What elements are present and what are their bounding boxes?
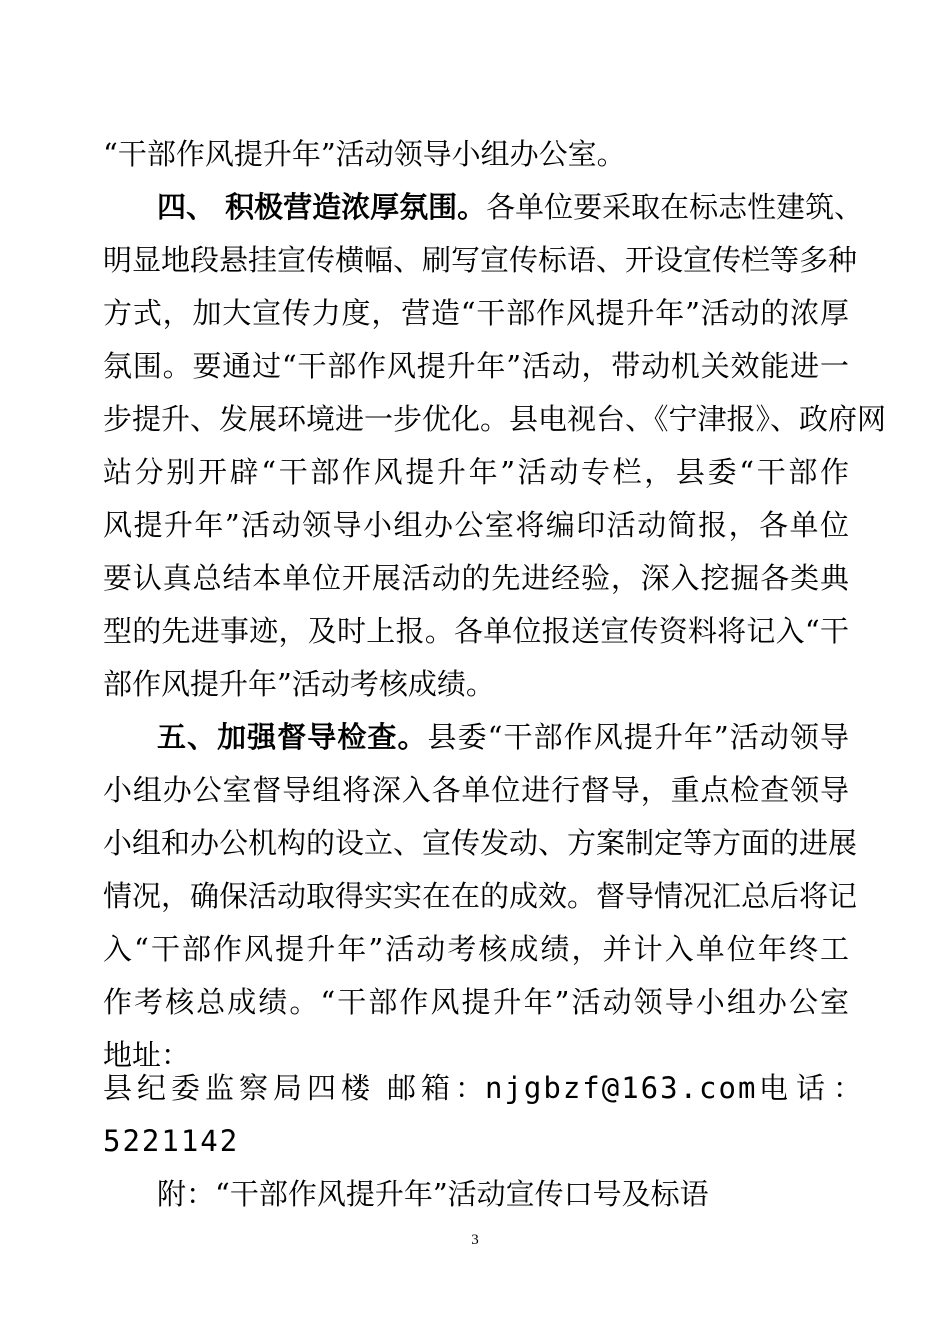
text-line: “干部作风提升年”活动领导小组办公室。 bbox=[103, 137, 626, 171]
text-line: 入“干部作风提升年”活动考核成绩，并计入单位年终工 bbox=[103, 932, 849, 966]
section-4-paragraph-start bbox=[157, 181, 864, 233]
text-line: 步提升、发展环境进一步优化。县电视台、《宁津报》、政府网 bbox=[103, 402, 887, 436]
email-value: njgbzf@163.com bbox=[485, 1071, 758, 1105]
text-line: 小组办公室督导组将深入各单位进行督导，重点检查领导 bbox=[103, 773, 849, 807]
text-line: 站分别开辟“干部作风提升年”活动专栏，县委“干部作 bbox=[103, 455, 849, 489]
page-number: 3 bbox=[471, 1232, 479, 1248]
address-label: 地址： bbox=[103, 1038, 191, 1072]
text-line: 要认真总结本单位开展活动的先进经验，深入挖掘各类典 bbox=[103, 561, 849, 595]
section-5-paragraph-start bbox=[157, 711, 849, 763]
text-line: 明显地段悬挂宣传横幅、刷写宣传标语、开设宣传栏等多种 bbox=[103, 243, 858, 277]
text-line: 部作风提升年”活动考核成绩。 bbox=[103, 667, 495, 701]
section-5-heading: 五、加强督导检查。 bbox=[157, 720, 428, 754]
section-4-heading: 四、 积极营造浓厚氛围。 bbox=[157, 190, 487, 224]
email-label: 邮箱： bbox=[387, 1071, 490, 1105]
text-line: 各单位要采取在标志性建筑、 bbox=[486, 190, 864, 224]
text-line: 风提升年”活动领导小组办公室将编印活动简报，各单位 bbox=[103, 508, 849, 542]
phone-label: 电话： bbox=[759, 1071, 871, 1105]
text-line: 氛围。要通过“干部作风提升年”活动，带动机关效能进一 bbox=[103, 349, 849, 383]
attachment-note: 附：“干部作风提升年”活动宣传口号及标语 bbox=[157, 1177, 709, 1211]
text-line: 情况，确保活动取得实实在在的成效。督导情况汇总后将记 bbox=[103, 879, 858, 913]
text-line: 型的先进事迹，及时上报。各单位报送宣传资料将记入“干 bbox=[103, 614, 849, 648]
text-line: 小组和办公机构的设立、宣传发动、方案制定等方面的进展 bbox=[103, 826, 858, 860]
phone-number: 5221142 bbox=[103, 1124, 240, 1158]
text-line: 方式，加大宣传力度，营造“干部作风提升年”活动的浓厚 bbox=[103, 296, 849, 330]
text-line: 作考核总成绩。“干部作风提升年”活动领导小组办公室 bbox=[103, 985, 849, 1019]
text-line: 县委“干部作风提升年”活动领导 bbox=[427, 720, 849, 754]
address-value: 县纪委监察局四楼 bbox=[103, 1071, 376, 1105]
